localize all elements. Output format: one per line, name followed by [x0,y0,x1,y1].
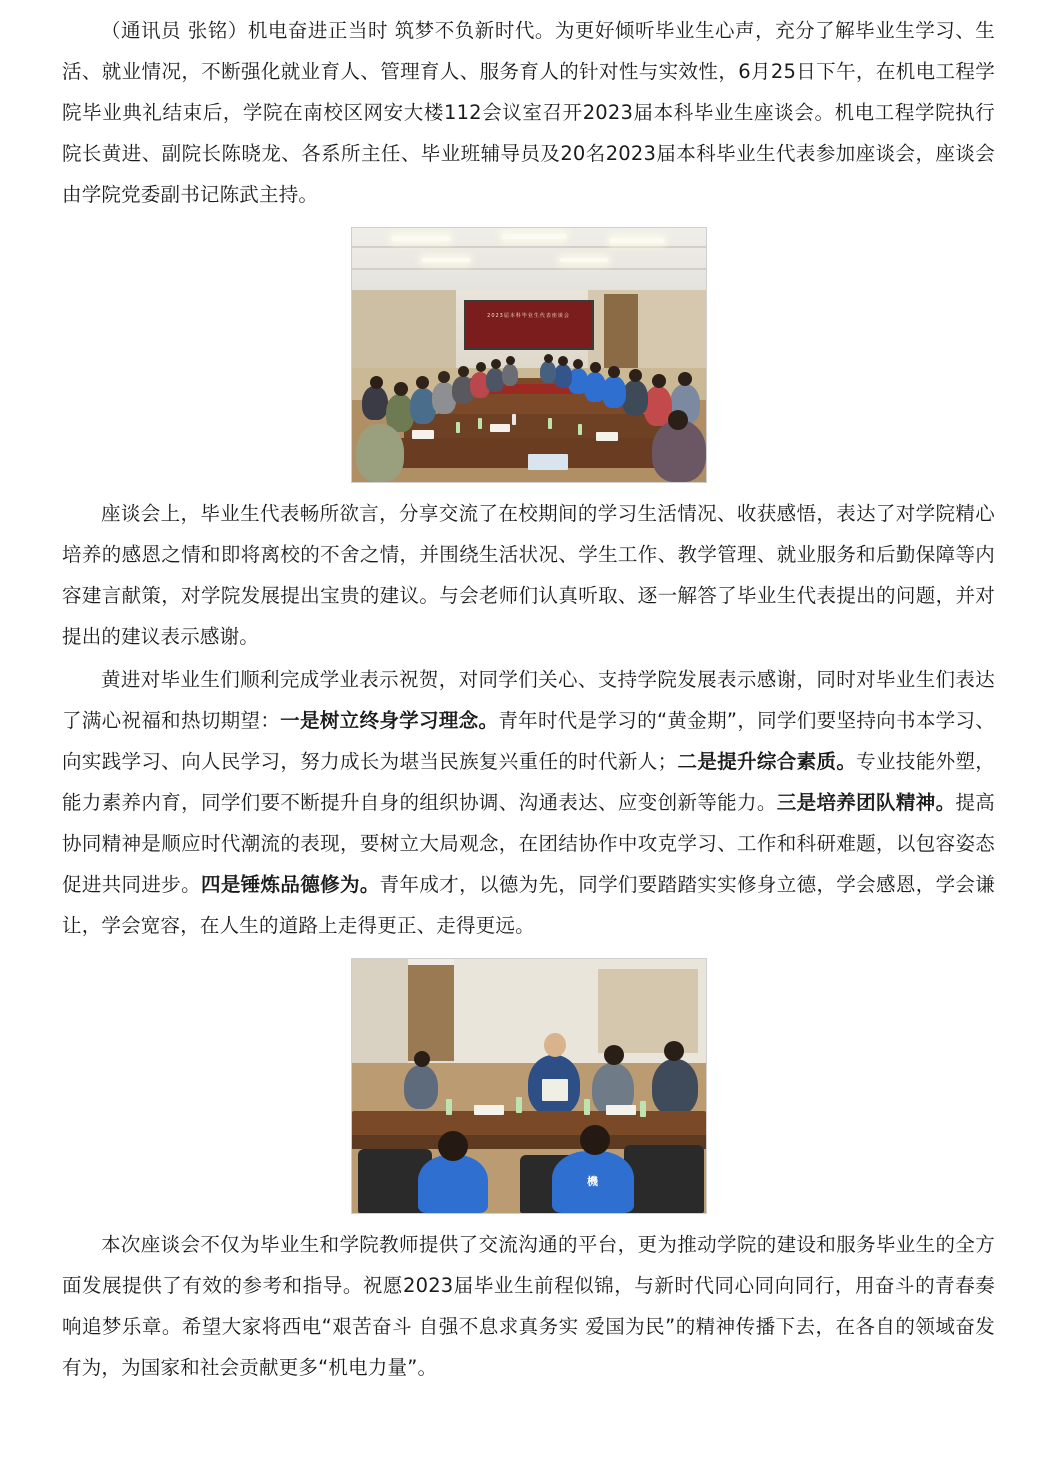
person-head [438,371,450,383]
person-head [608,366,620,378]
ceiling-light [502,234,566,239]
p3-run-3: 青年时代是学习的“黄金期”，同学们要坚持向书本学习、向实践学习、向人民学习，努力成长为堪当民族复兴重任的时代新人； [62,709,996,773]
paragraph-4-text: 本次座谈会不仅为毕业生和学院教师提供了交流沟通的平台，更为推动学院的建设和服务毕业生的全方面发展提供了有效的参考和指导。祝愿2023届毕业生前程似锦，与新时代同心同向同行，用奋斗的青春奏响追梦乐章。希望大家将西电“艰苦奋斗 自强不息求真务实 爱国为民”的精神传播下去，在各自的领域奋发有为，为国家和社会贡献更多“机电力量”。 [62,1233,995,1379]
person-head [476,362,486,372]
person-head [629,369,642,382]
person-head [416,376,429,389]
person [404,1065,438,1109]
water-bottle [578,424,582,435]
chair [624,1145,704,1213]
document-paper [596,432,618,441]
person-head [506,356,515,365]
p3-run-6-bold: 三是培养团队精神。 [776,791,956,814]
conference-table [404,414,662,440]
person-head [394,382,408,396]
person-head [370,376,383,389]
projection-screen [464,300,594,350]
person-head [652,374,666,388]
person-head [668,410,688,430]
shirt-logo-text: 機 [587,1175,598,1188]
paragraph-2-text: 座谈会上，毕业生代表畅所欲言，分享交流了在校期间的学习生活情况、收获感悟，表达了对学院精心培养的感恩之情和即将离校的不舍之情，并围绕生活状况、学生工作、教学管理、就业服务和后勤保障等内容建言献策，对学院发展提出宝贵的建议。与会老师们认真听取、逐一解答了毕业生代表提出的问题，并对提出的建议表示感谢。 [62,502,995,648]
p3-run-2-bold: 一是树立终身学习理念。 [280,709,499,732]
person-head [590,362,601,373]
paragraph-1 [62,10,995,215]
ceiling-light [392,236,450,241]
student-blue-shirt [552,1151,634,1213]
figure-1 [62,227,995,483]
water-bottle [478,418,482,429]
person-head [544,1033,566,1057]
person [652,1059,698,1115]
foreground-person [356,424,404,482]
wall-panel [352,290,456,370]
paragraph-3 [62,659,995,946]
document-paper [606,1105,636,1115]
water-bottle [512,414,516,425]
person [362,386,388,420]
person [554,364,572,388]
person-head [678,372,692,386]
conference-table [352,1111,706,1137]
ceiling-light [560,258,608,262]
person-head [558,356,568,366]
water-bottle [640,1101,646,1117]
student-blue-shirt [418,1155,488,1213]
paragraph-4 [62,1224,995,1388]
paragraph-2 [62,493,995,657]
screen-banner-text: 2023届本科毕业生代表座谈会 [487,313,570,319]
wall-panel [598,969,698,1053]
p3-run-1: 黄进对毕业生们顺利完成学业表示祝贺，对同学们关心、支持学院发展表示感谢，同时对毕业生们表达了满心祝福和热切期望： [62,668,995,732]
door [604,294,638,368]
water-bottle [548,418,552,429]
person-head [573,359,583,369]
seminar-photo [351,958,707,1214]
p3-run-7: 提高协同精神是顺应时代潮流的表现，要树立大局观念，在团结协作中攻克学习、工作和科研难题，以包容姿态促进共同进步。 [62,791,995,896]
person-head [491,359,501,369]
person [502,364,518,386]
ceiling-light [422,258,470,262]
person-head [664,1041,684,1061]
p3-run-4-bold: 二是提升综合素质。 [677,750,857,773]
person-head [544,354,553,363]
figure-2 [62,958,995,1214]
document-paper [528,454,568,470]
p3-run-8-bold: 四是锤炼品德修为。 [200,873,380,896]
person [540,361,556,383]
ceiling-light [610,238,664,243]
door [408,965,454,1061]
meeting-room-photo [351,227,707,483]
paragraph-1-text: （通讯员 张铭）机电奋进正当时 筑梦不负新时代。为更好倾听毕业生心声，充分了解毕业生学习、生活、就业情况，不断强化就业育人、管理育人、服务育人的针对性与实效性，6月25日下午，在机电工程学院毕业典礼结束后，学院在南校区网安大楼112会议室召开2023届本科毕业生座谈会。机电工程学院执行院长黄进、副院长陈晓龙、各系所主任、毕业班辅导员及20名2023届本科毕业生代表参加座谈会，座谈会由学院党委副书记陈武主持。 [62,19,995,206]
water-bottle [584,1099,590,1115]
document-paper [474,1105,504,1115]
ceiling-line [352,246,706,248]
document-paper [412,430,434,439]
ceiling-line [352,268,706,270]
person-head [458,366,469,377]
person-head [604,1045,624,1065]
person-head [438,1131,468,1161]
person-head [414,1051,430,1067]
wall-panel [352,959,408,1063]
water-bottle [446,1099,452,1115]
person [486,368,504,392]
document-paper [542,1079,568,1101]
person-head [580,1125,610,1155]
p3-run-9: 青年成才，以德为先，同学们要踏踏实实修身立德，学会感恩，学会谦让，学会宽容，在人生的道路上走得更正、走得更远。 [62,873,995,937]
water-bottle [456,422,460,433]
document-paper [490,424,510,432]
p3-run-5: 专业技能外塑，能力素养内育，同学们要不断提升自身的组织协调、沟通表达、应变创新等能力。 [62,750,995,814]
water-bottle [516,1097,522,1113]
